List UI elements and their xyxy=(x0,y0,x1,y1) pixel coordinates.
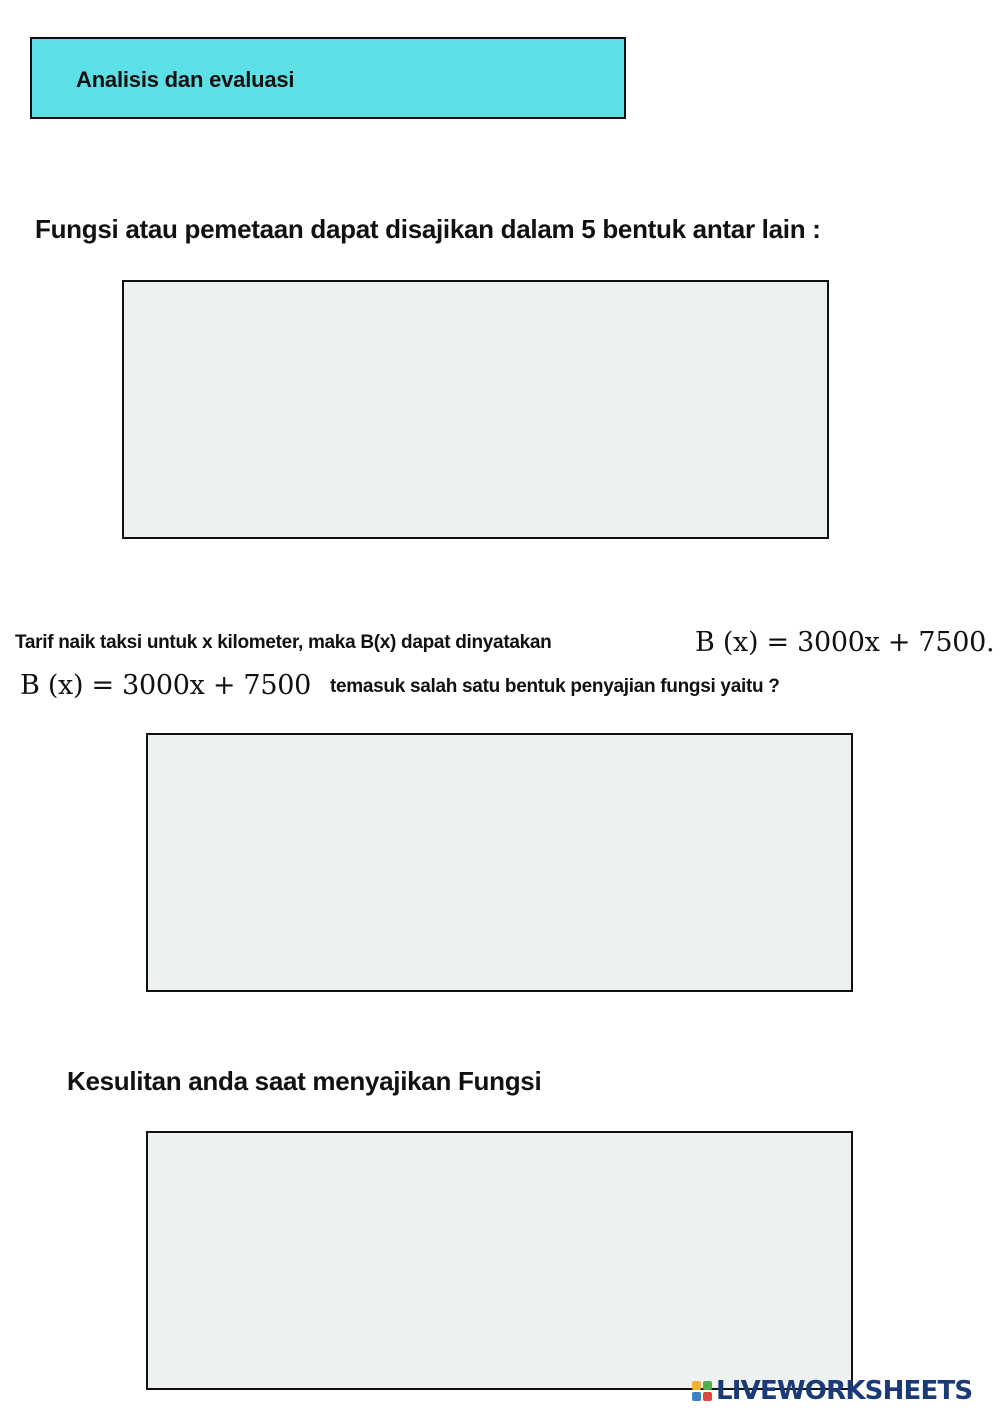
watermark-text: LIVEWORKSHEETS xyxy=(716,1376,973,1406)
section-header xyxy=(30,37,626,119)
answer-box-3[interactable] xyxy=(146,1131,853,1390)
answer-box-1[interactable] xyxy=(122,280,829,539)
question-2-continuation: temasuk salah satu bentuk penyajian fungsi yaitu ? xyxy=(330,676,780,697)
answer-box-2[interactable] xyxy=(146,733,853,992)
section-title: Analisis dan evaluasi xyxy=(76,67,295,92)
question-3-text: Kesulitan anda saat menyajikan Fungsi xyxy=(67,1066,542,1096)
question-1-text: Fungsi atau pemetaan dapat disajikan dalam 5 bentuk antar lain : xyxy=(35,214,821,244)
formula-start: B (x) = 3000x + 7500 xyxy=(20,670,311,701)
liveworksheets-logo-icon xyxy=(692,1381,712,1401)
formula-inline: B (x) = 3000x + 7500. xyxy=(695,627,995,658)
question-2-text: Tarif naik taksi untuk x kilometer, maka B(x) dapat dinyatakan xyxy=(15,632,552,653)
watermark xyxy=(692,1376,972,1406)
